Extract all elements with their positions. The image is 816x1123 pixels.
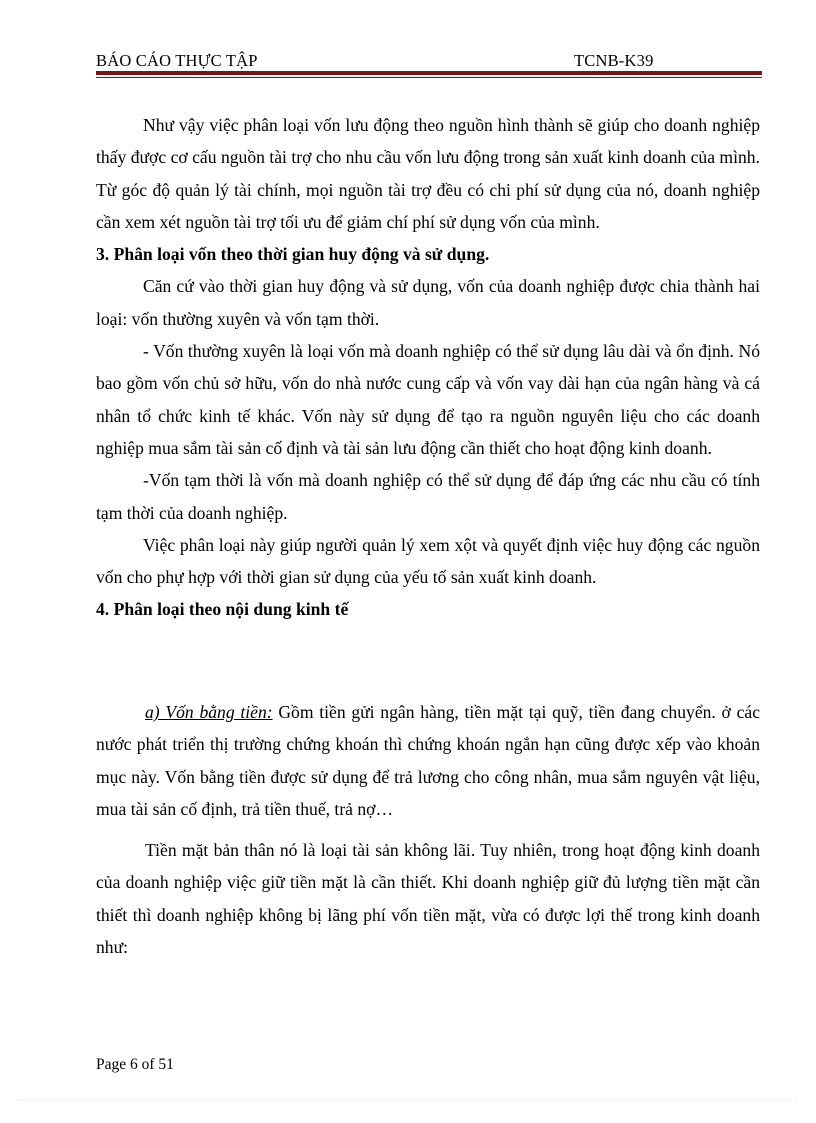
section-block-1	[96, 109, 760, 626]
paragraph-temporary-capital: -Vốn tạm thời là vốn mà doanh nghiệp có thể sử dụng để đáp ứng các nhu cầu có tính tạm thời của doanh nghiệp.	[96, 470, 760, 523]
paragraph-classification-purpose: Việc phân loại này giúp người quản lý xem xột và quyết định việc huy động các nguồn vốn cho phự hợp với thời gian sử dụng của yếu tố sản xuất kinh doanh.	[96, 534, 760, 588]
heading-section-4: 4. Phân loại theo nội dung kinh tế	[96, 599, 349, 620]
paragraph-time-intro: Căn cứ vào thời gian huy động và sử dụng, vốn của doanh nghiệp được chia thành hai loại: vốn thường xuyên và vốn tạm thời.	[96, 276, 760, 329]
cash-capital-text: Gồm tiền gửi ngân hàng, tiền mặt tại quỹ, tiền đang chuyển. ở các nước phát triển thị trường chứng khoán thì chứng khoán ngắn hạn cũng được xếp vào khoản mục này. Vốn bằng tiền được sử dụng để trả lương cho công nhân, mua sắm nguyên vật liệu, mua tài sản cố định, trả tiền thuế, trả nợ…	[96, 702, 760, 819]
page-header	[96, 51, 760, 69]
page-bottom-divider	[20, 1100, 796, 1101]
header-title: BÁO CÁO THỰC TẬP	[96, 51, 258, 70]
paragraph-cash-holding: Tiền mặt bản thân nó là loại tài sản không lãi. Tuy nhiên, trong hoạt động kinh doanh của doanh nghiệp việc giữ tiền mặt là cần thiết. Khi doanh nghiệp giữ đủ lượng tiền mặt cần thiết thì doanh nghiệp không bị lãng phí vốn tiền mặt, vừa có được lợi thế trong kinh doanh như:	[96, 840, 760, 957]
paragraph-permanent-capital: - Vốn thường xuyên là loại vốn mà doanh nghiệp có thể sử dụng lâu dài và ổn định. Nó bao gồm vốn chủ sở hữu, vốn do nhà nước cung cấp và vốn vay dài hạn của ngân hàng và cá nhân tổ chức kinh tế khác. Vốn này sử dụng để tạo ra nguồn nguyên liệu cho các doanh nghiệp mua sắm tài sản cố định và tài sản lưu động cần thiết cho hoạt động kinh doanh.	[96, 341, 760, 458]
header-rule-thin	[96, 77, 762, 78]
section-block-3	[96, 834, 760, 963]
header-rule-thick	[96, 71, 762, 75]
header-code: TCNB-K39	[574, 51, 654, 70]
paragraph-cash-capital	[96, 696, 760, 825]
cash-capital-label: a) Vốn bằng tiền:	[145, 702, 273, 722]
paragraph-source-classification: Như vậy việc phân loại vốn lưu động theo nguồn hình thành sẽ giúp cho doanh nghiệp thấy được cơ cấu nguồn tài trợ cho nhu cầu vốn lưu động trong sản xuất kinh doanh của mình. Từ góc độ quản lý tài chính, mọi nguồn tài trợ đều có chi phí sử dụng của nó, doanh nghiệp cần xem xét nguồn tài trợ tối ưu để giảm chí phí sử dụng vốn của mình.	[96, 115, 760, 232]
page-number: Page 6 of 51	[96, 1056, 174, 1073]
section-block-2	[96, 696, 760, 825]
heading-section-3: 3. Phân loại vốn theo thời gian huy động và sử dụng.	[96, 244, 490, 265]
